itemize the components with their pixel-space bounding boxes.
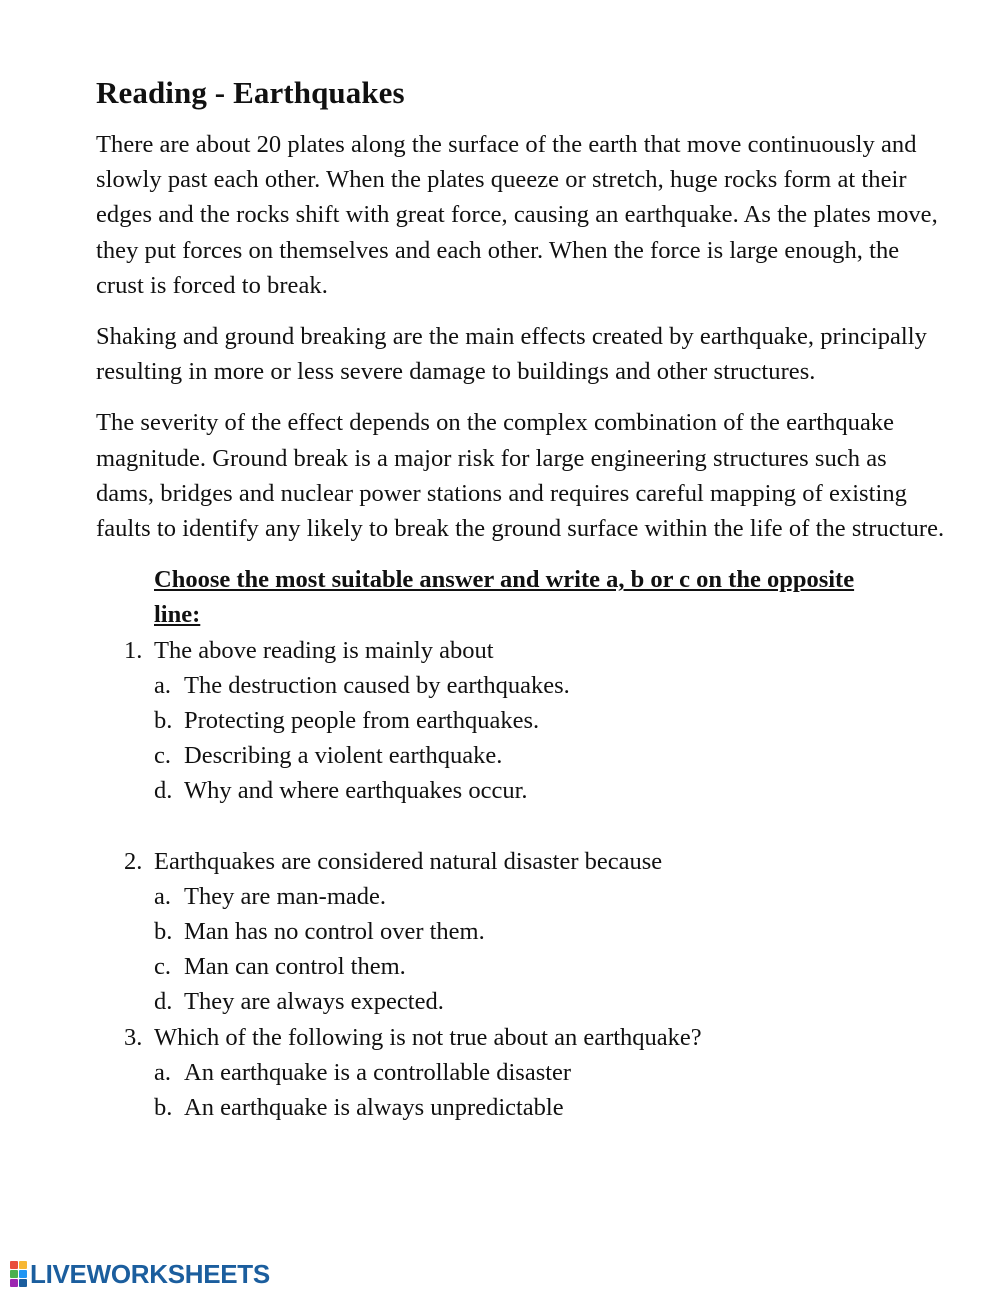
logo-text: LIVEWORKSHEETS (30, 1258, 270, 1289)
question-1 (96, 633, 946, 809)
question-3 (96, 1020, 946, 1126)
logo-square (10, 1261, 18, 1269)
option-letter: b. (154, 707, 173, 735)
question-number: 2. (124, 847, 143, 875)
logo-square (19, 1261, 27, 1269)
answer-option[interactable] (154, 984, 946, 1019)
reading-paragraph-3: The severity of the effect depends on the complex combination of the earthquake magnitude. Ground break is a major risk for large engineering structures such as dams, bridges and nuclear power stations and requires careful mapping of existing faults to identify any likely to break the ground surface within the life of the structure. (96, 409, 945, 543)
logo-square (19, 1279, 27, 1287)
option-letter: c. (154, 742, 171, 770)
option-text: Describing a violent earthquake. (184, 742, 503, 770)
reading-paragraph-2: Shaking and ground breaking are the main effects created by earthquake, principally resulting in more or less severe damage to buildings and other structures. (96, 323, 927, 386)
option-letter: a. (154, 1058, 171, 1086)
answer-option[interactable] (154, 773, 946, 808)
option-text: They are man-made. (184, 882, 387, 910)
option-letter: c. (154, 953, 171, 981)
option-text: An earthquake is a controllable disaster (184, 1058, 572, 1086)
option-text: Man has no control over them. (184, 918, 485, 946)
answer-option[interactable] (154, 738, 946, 773)
instructions-heading: Choose the most suitable answer and write a, b or c on the opposite line: (154, 566, 855, 629)
option-letter: a. (154, 882, 171, 910)
answer-options (154, 879, 946, 1020)
answer-option[interactable] (154, 703, 946, 738)
worksheet-page (96, 72, 946, 1125)
option-text: They are always expected. (184, 988, 444, 1016)
logo-mark-icon (10, 1261, 27, 1287)
logo-square (10, 1279, 18, 1287)
option-text: Protecting people from earthquakes. (184, 707, 540, 735)
question-number: 3. (124, 1023, 143, 1051)
answer-option[interactable] (154, 1055, 946, 1090)
page-title: Reading - Earthquakes (96, 75, 405, 110)
question-2 (96, 844, 946, 1020)
question-text: Which of the following is not true about an earthquake? (154, 1023, 702, 1051)
answer-option[interactable] (154, 879, 946, 914)
reading-paragraph-1: There are about 20 plates along the surface of the earth that move continuously and slowly past each other. When the plates queeze or stretch, huge rocks form at their edges and the rocks shift with great force, causing an earthquake. As the plates move, they put forces on themselves and each other. When the force is large enough, the crust is forced to break. (96, 131, 938, 299)
option-text: Why and where earthquakes occur. (184, 777, 528, 805)
option-letter: d. (154, 777, 173, 805)
question-text: The above reading is mainly about (154, 636, 494, 664)
option-text: The destruction caused by earthquakes. (184, 671, 570, 699)
answer-options (154, 1055, 946, 1125)
answer-option[interactable] (154, 1090, 946, 1125)
option-letter: a. (154, 671, 171, 699)
question-text: Earthquakes are considered natural disaster because (154, 847, 663, 875)
option-text: An earthquake is always unpredictable (184, 1094, 564, 1122)
answer-option[interactable] (154, 949, 946, 984)
logo-square (10, 1270, 18, 1278)
answer-option[interactable] (154, 668, 946, 703)
logo-square (19, 1270, 27, 1278)
option-letter: b. (154, 1094, 173, 1122)
option-letter: d. (154, 988, 173, 1016)
option-text: Man can control them. (184, 953, 406, 981)
answer-options (154, 668, 946, 809)
option-letter: b. (154, 918, 173, 946)
answer-option[interactable] (154, 914, 946, 949)
question-number: 1. (124, 636, 143, 664)
liveworksheets-logo[interactable] (10, 1259, 270, 1289)
